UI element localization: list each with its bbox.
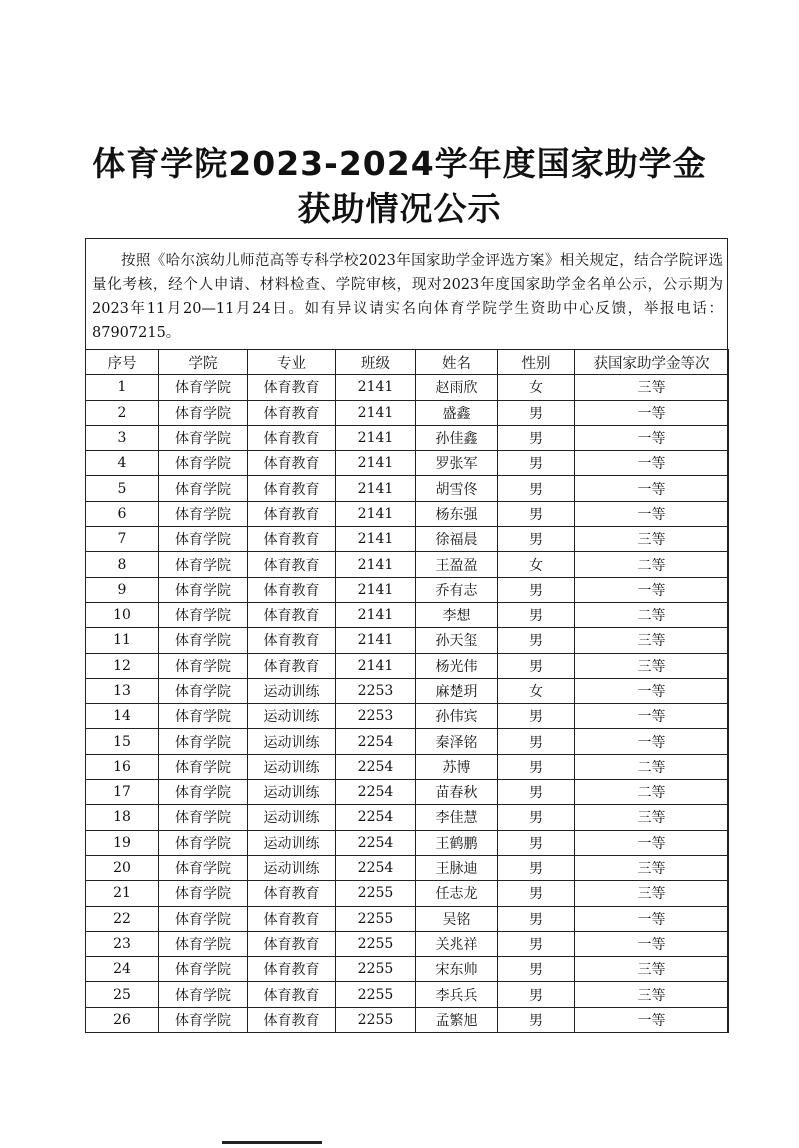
notice-frame [85,238,728,1033]
class-cell: 2255 [336,1007,416,1032]
college-cell: 体育学院 [159,400,248,425]
major-cell: 运动训练 [248,855,336,880]
major-cell: 体育教育 [248,451,336,476]
table-row [86,729,729,754]
seq-cell: 20 [86,855,159,880]
seq-cell: 2 [86,400,159,425]
major-cell: 体育教育 [248,577,336,602]
name-cell: 宋东帅 [416,957,498,982]
class-cell: 2255 [336,957,416,982]
class-cell: 2254 [336,729,416,754]
table-row [86,780,729,805]
class-cell: 2141 [336,425,416,450]
college-cell: 体育学院 [159,830,248,855]
major-cell: 体育教育 [248,501,336,526]
name-cell: 麻楚玥 [416,678,498,703]
college-cell: 体育学院 [159,729,248,754]
class-cell: 2255 [336,906,416,931]
gender-cell: 男 [498,754,575,779]
table-row [86,628,729,653]
table-row [86,982,729,1007]
college-cell: 体育学院 [159,957,248,982]
gender-cell: 女 [498,375,575,400]
gender-cell: 男 [498,805,575,830]
table-row [86,754,729,779]
college-cell: 体育学院 [159,906,248,931]
major-cell: 体育教育 [248,628,336,653]
table-row [86,678,729,703]
college-cell: 体育学院 [159,805,248,830]
name-cell: 胡雪佟 [416,476,498,501]
major-cell: 体育教育 [248,881,336,906]
grade-cell: 一等 [575,476,729,501]
table-row [86,476,729,501]
class-cell: 2141 [336,400,416,425]
seq-cell: 19 [86,830,159,855]
table-row [86,653,729,678]
seq-cell: 22 [86,906,159,931]
name-cell: 孙佳鑫 [416,425,498,450]
grade-cell: 一等 [575,1007,729,1032]
table-row [86,577,729,602]
seq-cell: 23 [86,931,159,956]
class-cell: 2141 [336,451,416,476]
college-cell: 体育学院 [159,527,248,552]
name-cell: 孟繁旭 [416,1007,498,1032]
college-cell: 体育学院 [159,476,248,501]
intro-paragraph: 按照《哈尔滨幼儿师范高等专科学校2023年国家助学金评选方案》相关规定，结合学院评选量化考核，经个人申请、材料检查、学院审核，现对2023年度国家助学金名单公示，公示期为2023年11月20—11月24日。如有异议请实名向体育学院学生资助中心反馈，举报电话：87907215。 [92,253,723,341]
document-title-line2: 获助情况公示 [297,189,502,228]
major-cell: 体育教育 [248,476,336,501]
gender-cell: 男 [498,476,575,501]
class-cell: 2141 [336,501,416,526]
grade-cell: 一等 [575,451,729,476]
table-row [86,400,729,425]
class-cell: 2141 [336,602,416,627]
name-cell: 王脉迪 [416,855,498,880]
college-cell: 体育学院 [159,501,248,526]
college-cell: 体育学院 [159,375,248,400]
major-cell: 体育教育 [248,1007,336,1032]
college-cell: 体育学院 [159,855,248,880]
gender-cell: 男 [498,451,575,476]
class-cell: 2255 [336,982,416,1007]
grade-cell: 三等 [575,957,729,982]
gender-cell: 男 [498,855,575,880]
major-cell: 体育教育 [248,425,336,450]
name-cell: 苏博 [416,754,498,779]
name-cell: 王盈盈 [416,552,498,577]
seq-cell: 6 [86,501,159,526]
grade-cell: 一等 [575,704,729,729]
table-row [86,425,729,450]
grade-cell: 二等 [575,780,729,805]
class-cell: 2253 [336,678,416,703]
grade-cell: 三等 [575,855,729,880]
table-row [86,602,729,627]
grade-cell: 一等 [575,729,729,754]
major-cell: 运动训练 [248,678,336,703]
grade-cell: 三等 [575,527,729,552]
name-cell: 苗春秋 [416,780,498,805]
grade-cell: 一等 [575,400,729,425]
table-row [86,451,729,476]
name-cell: 关兆祥 [416,931,498,956]
seq-cell: 26 [86,1007,159,1032]
gender-cell: 男 [498,780,575,805]
table-row [86,931,729,956]
gender-cell: 男 [498,577,575,602]
college-cell: 体育学院 [159,451,248,476]
table-header-row [86,350,729,375]
grade-cell: 一等 [575,906,729,931]
grade-cell: 一等 [575,577,729,602]
gender-cell: 男 [498,931,575,956]
gender-cell: 男 [498,881,575,906]
major-cell: 运动训练 [248,780,336,805]
seq-cell: 25 [86,982,159,1007]
grade-cell: 一等 [575,931,729,956]
class-cell: 2254 [336,805,416,830]
gender-cell: 女 [498,678,575,703]
table-row [86,1007,729,1032]
page-edge-mark [222,1141,322,1144]
gender-cell: 男 [498,957,575,982]
class-cell: 2141 [336,628,416,653]
major-cell: 运动训练 [248,830,336,855]
major-cell: 运动训练 [248,754,336,779]
seq-cell: 13 [86,678,159,703]
name-cell: 李想 [416,602,498,627]
class-cell: 2141 [336,653,416,678]
name-cell: 孙天玺 [416,628,498,653]
column-header: 获国家助学金等次 [575,350,729,375]
class-cell: 2254 [336,830,416,855]
college-cell: 体育学院 [159,552,248,577]
major-cell: 体育教育 [248,931,336,956]
class-cell: 2254 [336,780,416,805]
class-cell: 2254 [336,754,416,779]
gender-cell: 男 [498,425,575,450]
major-cell: 体育教育 [248,375,336,400]
class-cell: 2253 [336,704,416,729]
grade-cell: 一等 [575,501,729,526]
table-row [86,501,729,526]
grade-cell: 一等 [575,830,729,855]
gender-cell: 男 [498,729,575,754]
gender-cell: 男 [498,1007,575,1032]
table-row [86,805,729,830]
major-cell: 体育教育 [248,552,336,577]
name-cell: 吴铭 [416,906,498,931]
grade-cell: 三等 [575,982,729,1007]
college-cell: 体育学院 [159,754,248,779]
seq-cell: 16 [86,754,159,779]
table-row [86,906,729,931]
major-cell: 运动训练 [248,805,336,830]
gender-cell: 女 [498,552,575,577]
gender-cell: 男 [498,527,575,552]
gender-cell: 男 [498,628,575,653]
major-cell: 体育教育 [248,906,336,931]
table-row [86,855,729,880]
grade-cell: 二等 [575,602,729,627]
name-cell: 秦泽铭 [416,729,498,754]
column-header: 学院 [159,350,248,375]
seq-cell: 9 [86,577,159,602]
college-cell: 体育学院 [159,425,248,450]
class-cell: 2141 [336,577,416,602]
class-cell: 2141 [336,476,416,501]
table-row [86,375,729,400]
name-cell: 任志龙 [416,881,498,906]
college-cell: 体育学院 [159,678,248,703]
gender-cell: 男 [498,602,575,627]
college-cell: 体育学院 [159,780,248,805]
seq-cell: 7 [86,527,159,552]
seq-cell: 1 [86,375,159,400]
seq-cell: 15 [86,729,159,754]
college-cell: 体育学院 [159,1007,248,1032]
name-cell: 孙伟宾 [416,704,498,729]
table-row [86,704,729,729]
seq-cell: 12 [86,653,159,678]
column-header: 专业 [248,350,336,375]
name-cell: 赵雨欣 [416,375,498,400]
name-cell: 罗张军 [416,451,498,476]
class-cell: 2254 [336,855,416,880]
name-cell: 王鹤鹏 [416,830,498,855]
name-cell: 杨东强 [416,501,498,526]
document-title-line1: 体育学院2023-2024学年度国家助学金 [92,144,707,183]
grade-cell: 三等 [575,881,729,906]
recipient-table [85,349,729,1033]
college-cell: 体育学院 [159,628,248,653]
seq-cell: 10 [86,602,159,627]
column-header: 班级 [336,350,416,375]
grade-cell: 二等 [575,552,729,577]
seq-cell: 24 [86,957,159,982]
name-cell: 李兵兵 [416,982,498,1007]
seq-cell: 18 [86,805,159,830]
gender-cell: 男 [498,982,575,1007]
table-row [86,957,729,982]
grade-cell: 三等 [575,375,729,400]
class-cell: 2255 [336,931,416,956]
seq-cell: 17 [86,780,159,805]
name-cell: 乔有志 [416,577,498,602]
table-row [86,527,729,552]
grade-cell: 二等 [575,754,729,779]
class-cell: 2141 [336,527,416,552]
college-cell: 体育学院 [159,931,248,956]
gender-cell: 男 [498,704,575,729]
major-cell: 体育教育 [248,982,336,1007]
seq-cell: 11 [86,628,159,653]
major-cell: 运动训练 [248,704,336,729]
grade-cell: 一等 [575,678,729,703]
gender-cell: 男 [498,830,575,855]
name-cell: 杨光伟 [416,653,498,678]
grade-cell: 三等 [575,628,729,653]
college-cell: 体育学院 [159,653,248,678]
column-header: 姓名 [416,350,498,375]
table-body [86,375,729,1033]
class-cell: 2141 [336,375,416,400]
name-cell: 盛鑫 [416,400,498,425]
name-cell: 徐福晨 [416,527,498,552]
seq-cell: 4 [86,451,159,476]
major-cell: 体育教育 [248,400,336,425]
major-cell: 体育教育 [248,957,336,982]
column-header: 性别 [498,350,575,375]
college-cell: 体育学院 [159,704,248,729]
gender-cell: 男 [498,501,575,526]
table-row [86,881,729,906]
college-cell: 体育学院 [159,881,248,906]
major-cell: 运动训练 [248,729,336,754]
seq-cell: 3 [86,425,159,450]
seq-cell: 8 [86,552,159,577]
table-row [86,830,729,855]
grade-cell: 三等 [575,653,729,678]
class-cell: 2255 [336,881,416,906]
seq-cell: 21 [86,881,159,906]
college-cell: 体育学院 [159,602,248,627]
grade-cell: 三等 [575,805,729,830]
seq-cell: 14 [86,704,159,729]
college-cell: 体育学院 [159,982,248,1007]
major-cell: 体育教育 [248,653,336,678]
name-cell: 李佳慧 [416,805,498,830]
class-cell: 2141 [336,552,416,577]
gender-cell: 男 [498,400,575,425]
gender-cell: 男 [498,653,575,678]
major-cell: 体育教育 [248,527,336,552]
column-header: 序号 [86,350,159,375]
college-cell: 体育学院 [159,577,248,602]
seq-cell: 5 [86,476,159,501]
table-row [86,552,729,577]
gender-cell: 男 [498,906,575,931]
major-cell: 体育教育 [248,602,336,627]
grade-cell: 一等 [575,425,729,450]
